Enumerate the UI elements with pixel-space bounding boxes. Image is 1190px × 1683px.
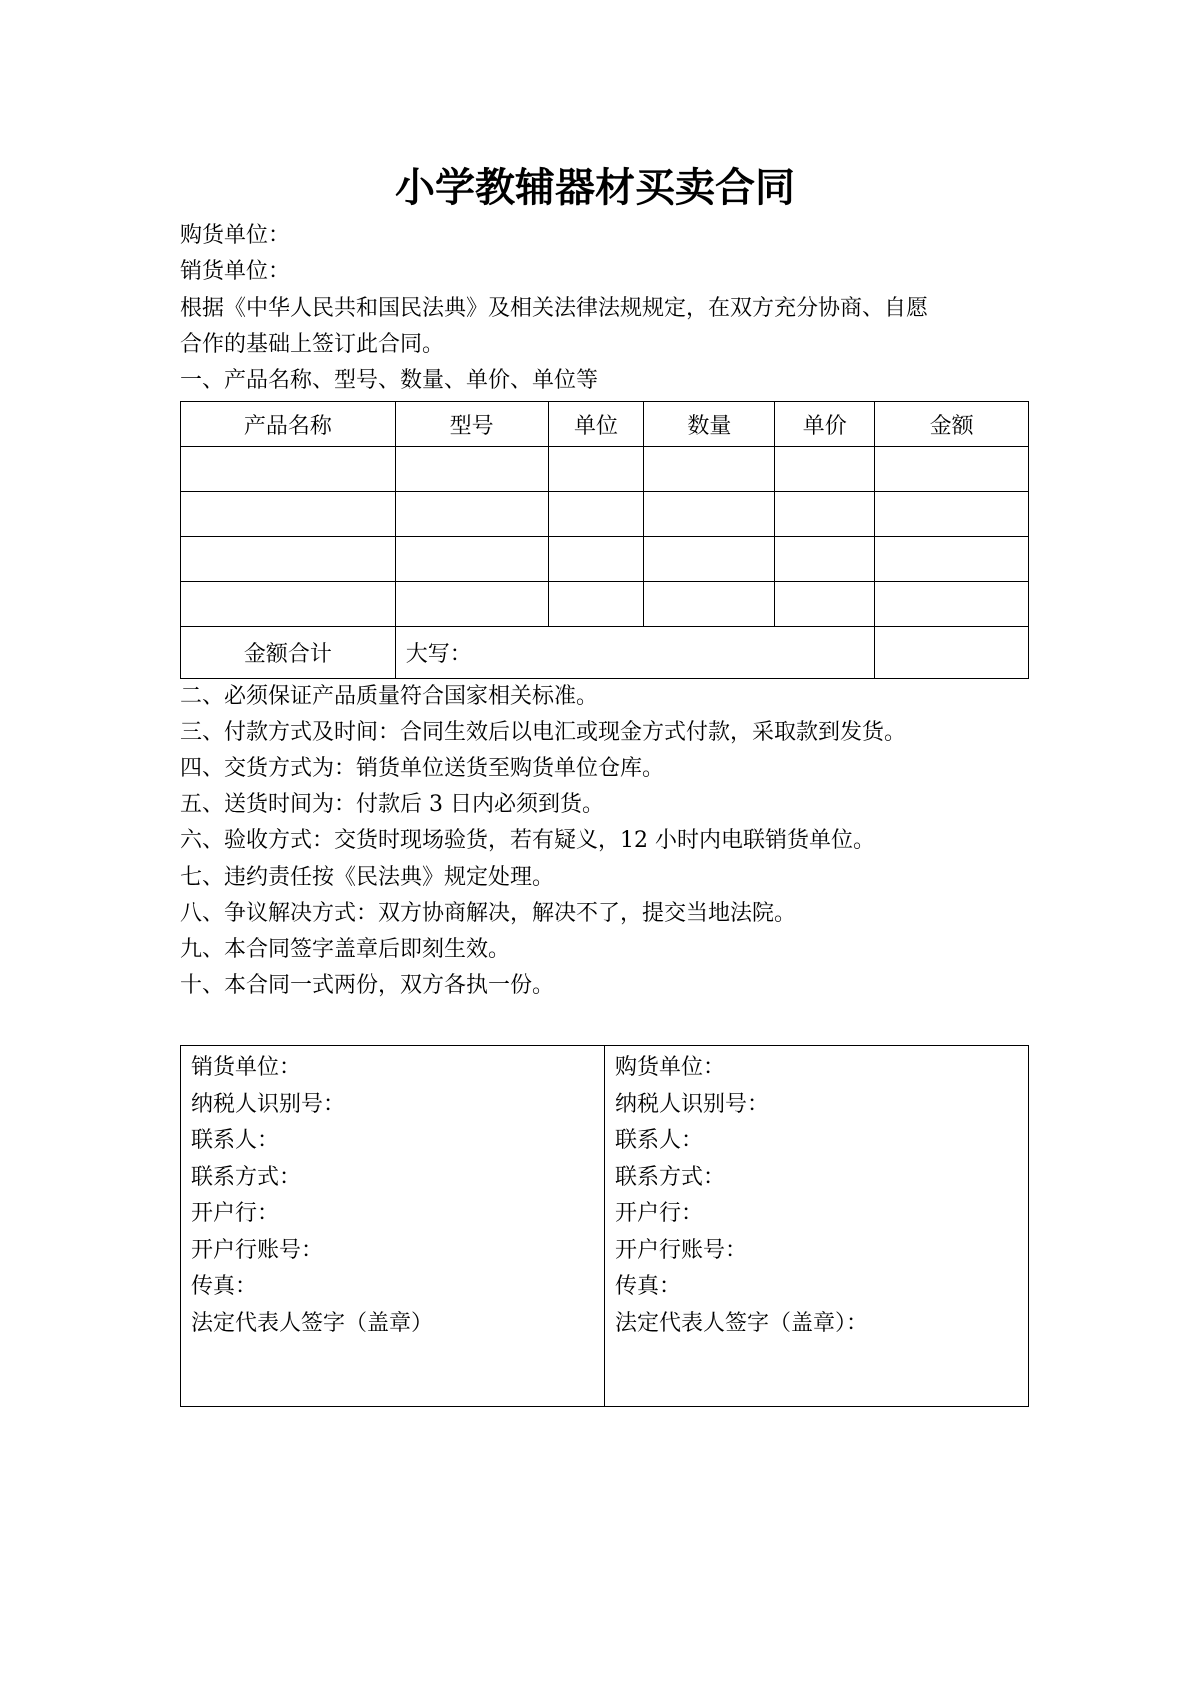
- buyer-signature-block: [605, 1046, 1029, 1407]
- table-cell[interactable]: [875, 582, 1029, 627]
- intro-line-1: 根据《中华人民共和国民法典》及相关法律法规规定，在双方充分协商、自愿: [180, 296, 929, 321]
- section-1-heading: 一、产品名称、型号、数量、单价、单位等: [180, 368, 599, 393]
- clause-4: 四、交货方式为：销货单位送货至购货单位仓库。: [180, 756, 665, 781]
- buyer-bank-field: 开户行：: [615, 1201, 704, 1226]
- table-cell[interactable]: [775, 492, 875, 537]
- buyer-fax-field: 传真：: [615, 1274, 682, 1299]
- buyer-contact-field: 联系人：: [615, 1128, 704, 1153]
- table-cell[interactable]: [548, 492, 644, 537]
- buyer-legal-rep-signature: 法定代表人签字（盖章）：: [615, 1310, 869, 1336]
- buyer-label: 购货单位：: [180, 223, 291, 248]
- product-table: [180, 401, 1029, 679]
- table-cell[interactable]: [181, 447, 396, 492]
- table-cell[interactable]: [875, 492, 1029, 537]
- table-row: [181, 447, 1029, 492]
- seller-label: 销货单位：: [180, 259, 291, 284]
- header-unit-price: 单价: [775, 402, 875, 447]
- table-cell[interactable]: [644, 492, 775, 537]
- buyer-unit-field: 购货单位：: [615, 1055, 726, 1080]
- header-quantity: 数量: [644, 402, 775, 447]
- table-cell[interactable]: [181, 492, 396, 537]
- seller-signature-block: [181, 1046, 605, 1407]
- clause-10: 十、本合同一式两份，双方各执一份。: [180, 973, 555, 998]
- intro-line-2: 合作的基础上签订此合同。: [180, 332, 445, 357]
- seller-contact-method-field: 联系方式：: [191, 1164, 302, 1190]
- table-row: [181, 582, 1029, 627]
- seller-fax-field: 传真：: [191, 1274, 258, 1299]
- seller-tax-id-field: 纳税人识别号：: [191, 1091, 346, 1117]
- clause-9: 九、本合同签字盖章后即刻生效。: [180, 937, 511, 962]
- total-capital-label[interactable]: 大写：: [395, 627, 874, 679]
- table-cell[interactable]: [775, 582, 875, 627]
- table-cell[interactable]: [775, 447, 875, 492]
- header-unit: 单位: [548, 402, 644, 447]
- table-cell[interactable]: [548, 537, 644, 582]
- clause-2: 二、必须保证产品质量符合国家相关标准。: [180, 684, 599, 709]
- table-cell[interactable]: [395, 582, 548, 627]
- header-model: 型号: [395, 402, 548, 447]
- table-cell[interactable]: [548, 447, 644, 492]
- table-cell[interactable]: [644, 582, 775, 627]
- table-row: [181, 537, 1029, 582]
- table-cell[interactable]: [875, 447, 1029, 492]
- table-cell[interactable]: [875, 537, 1029, 582]
- seller-bank-field: 开户行：: [191, 1201, 280, 1226]
- table-cell[interactable]: [644, 537, 775, 582]
- table-cell[interactable]: [395, 492, 548, 537]
- table-cell[interactable]: [395, 447, 548, 492]
- table-row: [181, 492, 1029, 537]
- clause-8: 八、争议解决方式：双方协商解决，解决不了，提交当地法院。: [180, 901, 797, 926]
- buyer-tax-id-field: 纳税人识别号：: [615, 1091, 770, 1117]
- seller-legal-rep-signature: 法定代表人签字（盖章）: [191, 1310, 434, 1336]
- total-amount-cell[interactable]: [875, 627, 1029, 679]
- signature-table: [180, 1045, 1029, 1407]
- header-product-name: 产品名称: [181, 402, 396, 447]
- table-cell[interactable]: [181, 537, 396, 582]
- table-cell[interactable]: [644, 447, 775, 492]
- buyer-contact-method-field: 联系方式：: [615, 1164, 726, 1190]
- table-cell[interactable]: [395, 537, 548, 582]
- header-amount: 金额: [875, 402, 1029, 447]
- clause-6: 六、验收方式：交货时现场验货，若有疑义，12 小时内电联销货单位。: [180, 828, 875, 853]
- table-cell[interactable]: [775, 537, 875, 582]
- clause-3: 三、付款方式及时间：合同生效后以电汇或现金方式付款，采取款到发货。: [180, 720, 907, 745]
- document-title: 小学教辅器材买卖合同: [395, 165, 795, 211]
- clause-7: 七、违约责任按《民法典》规定处理。: [180, 865, 555, 890]
- clause-5: 五、送货时间为：付款后 3 日内必须到货。: [180, 792, 604, 817]
- buyer-bank-account-field: 开户行账号：: [615, 1237, 748, 1263]
- total-amount-label: 金额合计: [181, 627, 396, 679]
- seller-contact-field: 联系人：: [191, 1128, 280, 1153]
- table-cell[interactable]: [548, 582, 644, 627]
- table-header-row: [181, 402, 1029, 447]
- seller-bank-account-field: 开户行账号：: [191, 1237, 324, 1263]
- total-row: [181, 627, 1029, 679]
- seller-unit-field: 销货单位：: [191, 1055, 302, 1080]
- table-cell[interactable]: [181, 582, 396, 627]
